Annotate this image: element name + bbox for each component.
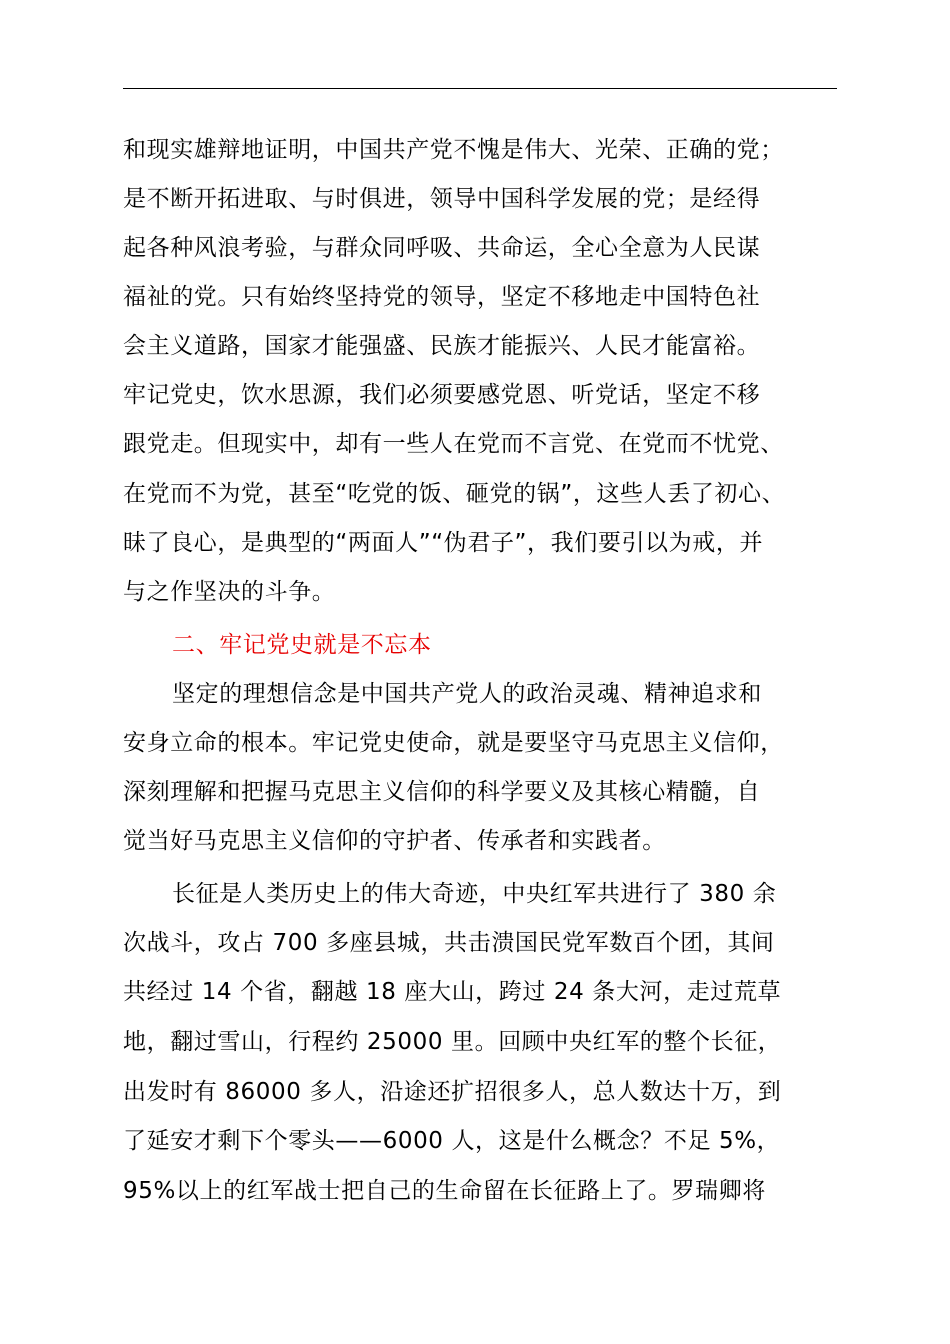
text-line: 觉当好马克思主义信仰的守护者、传承者和实践者。: [123, 828, 666, 854]
text-line: 起各种风浪考验，与群众同呼吸、共命运，全心全意为人民谋: [123, 235, 761, 261]
text-line: 次战斗，攻占 700 多座县城，共击溃国民党军数百个团，其间: [123, 930, 775, 956]
text-line: 坚定的理想信念是中国共产党人的政治灵魂、精神追求和: [172, 681, 762, 707]
text-line: 和现实雄辩地证明，中国共产党不愧是伟大、光荣、正确的党；: [123, 137, 784, 163]
text-line: 牢记党史，饮水思源，我们必须要感党恩、听党话，坚定不移: [123, 382, 761, 408]
text-line: 了延安才剩下个零头——6000 人，这是什么概念？不足 5%，: [123, 1128, 781, 1154]
text-line: 与之作坚决的斗争。: [123, 579, 336, 605]
text-line: 福祉的党。只有始终坚持党的领导，坚定不移地走中国特色社: [123, 284, 761, 310]
text-line: 安身立命的根本。牢记党史使命，就是要坚守马克思主义信仰，: [123, 730, 784, 756]
text-line: 昧了良心，是典型的“两面人”“伪君子”，我们要引以为戒，并: [123, 530, 764, 556]
text-line: 深刻理解和把握马克思主义信仰的科学要义及其核心精髓，自: [123, 779, 761, 805]
text-line: 地，翻过雪山，行程约 25000 里。回顾中央红军的整个长征，: [123, 1029, 782, 1055]
text-line: 是不断开拓进取、与时俱进，领导中国科学发展的党；是经得: [123, 186, 761, 212]
header-rule: [123, 88, 837, 89]
text-line: 跟党走。但现实中，却有一些人在党而不言党、在党而不忧党、: [123, 431, 784, 457]
text-line: 在党而不为党，甚至“吃党的饭、砸党的锅”，这些人丢了初心、: [123, 481, 786, 507]
text-line: 出发时有 86000 多人，沿途还扩招很多人，总人数达十万，到: [123, 1079, 782, 1105]
section-heading: 二、牢记党史就是不忘本: [172, 632, 432, 658]
text-line: 长征是人类历史上的伟大奇迹，中央红军共进行了 380 余: [172, 881, 777, 907]
text-line: 95%以上的红军战士把自己的生命留在长征路上了。罗瑞卿将: [123, 1178, 766, 1204]
text-line: 会主义道路，国家才能强盛、民族才能振兴、人民才能富裕。: [123, 333, 761, 359]
text-line: 共经过 14 个省，翻越 18 座大山，跨过 24 条大河，走过荒草: [123, 979, 782, 1005]
